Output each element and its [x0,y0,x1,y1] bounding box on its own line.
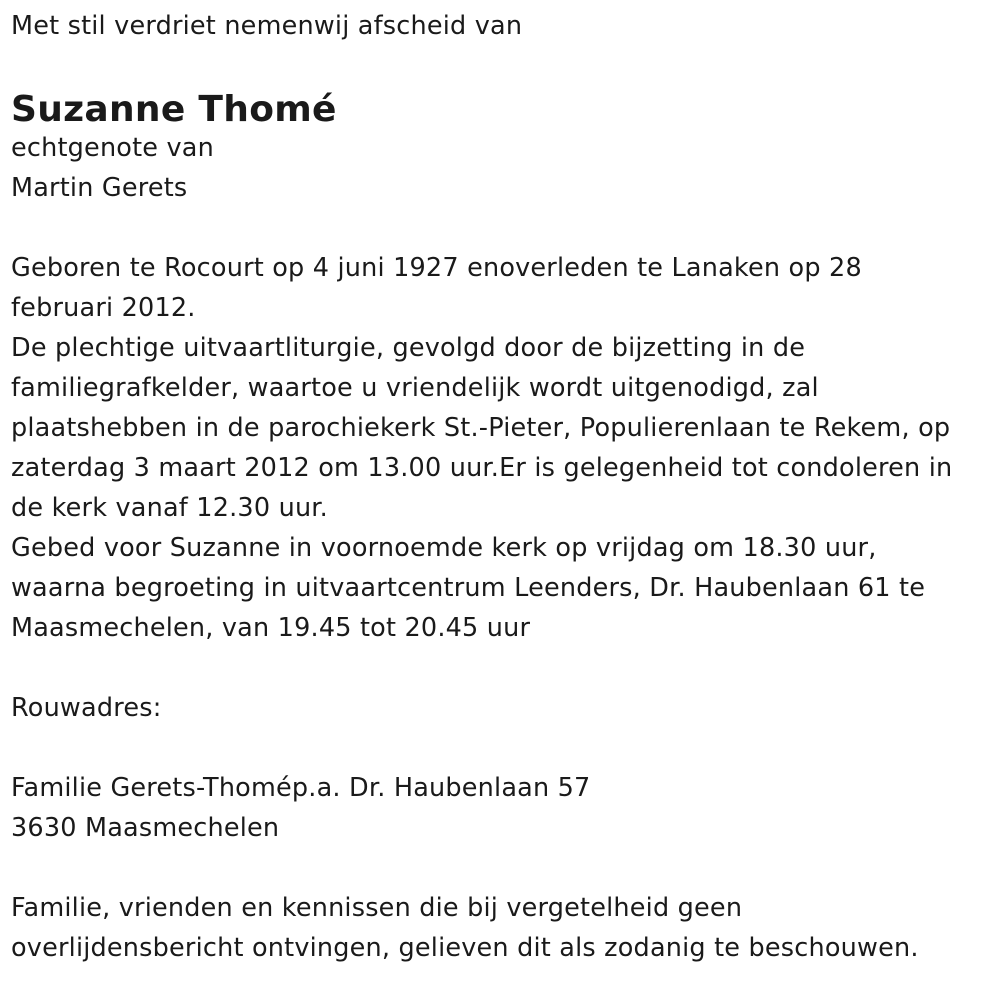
details-line: februari 2012. [11,293,196,323]
closing-paragraph [11,888,986,968]
spouse-name: Martin Gerets [11,173,188,203]
spacer [11,848,986,888]
details-line: De plechtige uitvaartliturgie, gevolgd door de bijzetting in de [11,333,806,363]
closing-line: overlijdensbericht ontvingen, gelieven dit als zodanig te beschouwen. [11,933,919,963]
spacer [11,208,986,248]
relation-text: echtgenote van [11,133,214,163]
spacer [11,728,986,768]
details-paragraph [11,248,986,648]
details-line: de kerk vanaf 12.30 uur. [11,493,328,523]
address-label: Rouwadres: [11,693,162,723]
details-line: waarna begroeting in uitvaartcentrum Leenders, Dr. Haubenlaan 61 te [11,573,926,603]
address-line-2: 3630 Maasmechelen [11,813,280,843]
details-line: plaatshebben in de parochiekerk St.-Pieter, Populierenlaan te Rekem, op [11,413,951,443]
details-line: Geboren te Rocourt op 4 juni 1927 enoverleden te Lanaken op 28 [11,253,862,283]
spacer [11,648,986,688]
deceased-name: Suzanne Thomé [11,89,337,130]
closing-line: Familie, vrienden en kennissen die bij vergetelheid geen [11,893,743,923]
address-line-1: Familie Gerets-Thomép.a. Dr. Haubenlaan 57 [11,773,591,803]
details-line: familiegrafkelder, waartoe u vriendelijk wordt uitgenodigd, zal [11,373,819,403]
details-line: Gebed voor Suzanne in voornoemde kerk op vrijdag om 18.30 uur, [11,533,877,563]
intro-text: Met stil verdriet nemenwij afscheid van [11,11,523,41]
details-line: Maasmechelen, van 19.45 tot 20.45 uur [11,613,531,643]
obituary-document [11,6,986,968]
details-line: zaterdag 3 maart 2012 om 13.00 uur.Er is gelegenheid tot condoleren in [11,453,953,483]
